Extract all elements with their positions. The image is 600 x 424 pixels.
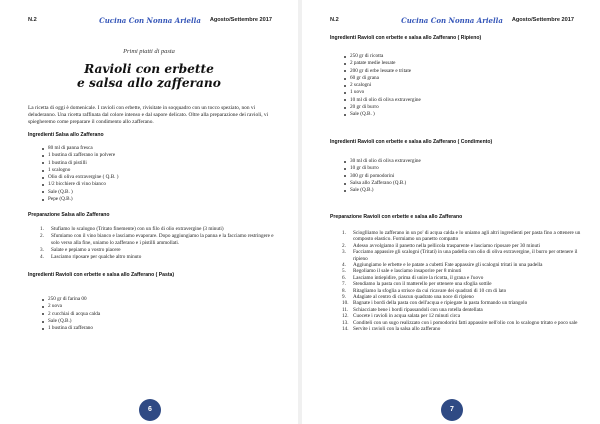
list-item: 2. Adesso avvolgiamo il panetto nella pellicola trasparente e lasciamo riposare per 30 minuti [342,242,540,249]
list-item: 20 gr di burro [344,104,582,111]
list-item: 13. Conditeli con un sugo realizzato con i pomodorini fatti appassire nell'olio con lo scalogno tritato e poco sale [342,319,578,326]
list-item: Sale (Q.B.) [344,187,582,194]
list-item: 5. Regoliamo il sale e lasciamo insaporire per 8 minuti [342,268,462,275]
list-item: 12. Cuocete i ravioli in acqua salata per 12 minuti circa [342,313,461,320]
filling-ingredients-list [344,53,582,119]
list-item: 30 ml di olio di oliva extravergine [344,158,582,165]
list-item: 1/2 bicchiere di vino bianco [42,181,280,188]
pasta-ingredients-list [42,296,280,332]
list-item: Salsa allo Zafferano (Q.B.) [344,180,582,187]
dressing-ingredients-heading: Ingredienti Ravioli con erbette e salsa allo Zafferano ( Condimento) [330,139,493,145]
list-item: 1. Scioglliamo lo zafferano in un po' di acqua calda e lo uniamo agli altri ingredienti per pasta fino a ottenere un composto elastico. Formiamo un panetto compatto [342,230,581,243]
list-item: 1 bustina di zafferano in polvere [42,152,280,159]
page-header [28,16,272,28]
issue-number: N.2 [28,17,37,23]
recipe-title-line-1: Ravioli con erbette [84,62,214,76]
list-item: 2 cucchiai di acqua calda [42,311,280,318]
issue-date: Agosto/Settembre 2017 [511,17,574,23]
list-item: 8. Ritagliamo la sfoglia a strisce da cui ricavare dei quadrati di 10 cm di lato [342,287,507,294]
sauce-preparation-steps [42,226,280,261]
list-item: 250 gr di ricotta [344,53,582,60]
dressing-ingredients-list [344,158,582,194]
recipe-title-line-2: e salsa allo zafferano [77,75,221,90]
list-item: 60 gr di grana [344,75,582,82]
intro-paragraph: La ricetta di oggi è domenicale. I ravioli con erbette, rivisitate in soqquadro con un tocco speziato, non vi deluderanno. Una ricetta raffinata dal colore intenso e dal sapore delicato. Oltre alla preparazione dei ravioli, vi spiegheremo come preparare il condimento allo zafferano. [28,105,269,125]
list-item: 1. Stufiamo lo scalogno (Tritato finemente) con un filo di olio extravergine (3 minuti) [40,226,224,232]
list-item: 11. Schiacciate bene i bordi ripassandoli con una rotella dentellata [342,306,483,313]
issue-number: N.2 [330,17,339,23]
list-item: 250 gr di farina 00 [42,296,280,303]
pasta-ingredients-heading: Ingredienti Ravioli con erbette e salsa allo Zafferano ( Pasta) [28,272,175,278]
list-item: 6. Lasciamo intiepidire, prima di unire la ricotta, il grana e l'uovo [342,274,484,281]
list-item: 2 uova [42,303,280,310]
list-item: 1 bustina di zafferano [42,325,280,332]
list-item: Pepe (Q.B.) [42,196,280,203]
page-header [330,16,574,28]
list-item: 200 gr di erbe lessate e tritate [344,68,582,75]
list-item: 14. Servite i ravioli con la salsa allo zafferano [342,326,441,333]
list-item: 2. Sfumiamo con il vino bianco e lasciamo evaporare. Dopo aggiungiamo la panna e la facciamo restringere e solo verso alla fine, uniamo lo zafferano e i pistilli ammollati. [40,232,274,246]
ravioli-preparation-heading: Preparazione Ravioli con erbette e salsa allo Zafferano [330,214,463,220]
page-number-badge: 7 [441,399,463,421]
list-item: 9. Adagiate al centro di ciascun quadrato una noce di ripieno [342,294,474,301]
page-left [0,0,298,424]
page-number-badge: 6 [139,399,161,421]
list-item: 7. Stendiamo la pasta con il matterello per ottenere una sfoglia sottile [342,281,492,288]
section-kicker: Primi piatti di pasta [123,48,175,55]
recipe-title [0,63,298,90]
list-item: Sale (Q.B.) [42,318,280,325]
page-right [302,0,600,424]
issue-date: Agosto/Settembre 2017 [209,17,272,23]
sauce-preparation-heading: Preparazione Salsa allo Zafferano [28,212,110,218]
list-item: 10 gr di burro [344,165,582,172]
list-item: Sale (Q.B. ) [42,189,280,196]
ravioli-preparation-steps [344,230,582,333]
magazine-brand: Cucina Con Nonna Ariella [99,16,201,25]
list-item: 3. Facciamo appassire gli scalogni (Tritati) in una padella con olio di oliva extravergine, il burro per ottenere il ripieno [342,249,578,262]
list-item: 10. Bagnate i bordi della pasta con dell'acqua e ripiegate la pasta formando un triangolo [342,300,528,307]
list-item: 10 ml di olio di oliva extravergine [344,97,582,104]
list-item: 1 uovo [344,89,582,96]
list-item: 4. Aggiungiamo le erbette e le patate a cubetti Fate appassire gli scalogni tritati in una padella [342,262,543,269]
list-item: 80 ml di panna fresca [42,145,280,152]
list-item: 4. Lasciamo riposare per qualche altro minuto [40,253,142,260]
list-item: 300 gr di pomodorini [344,173,582,180]
list-item: 1 scalogno [42,167,280,174]
list-item: 2 scalogni [344,82,582,89]
filling-ingredients-heading: Ingredienti Ravioli con erbette e salsa allo Zafferano ( Ripieno) [330,35,482,41]
sauce-ingredients-heading: Ingredienti Salsa allo Zafferano [28,132,104,138]
magazine-brand: Cucina Con Nonna Ariella [401,16,503,25]
list-item: Sale (Q.B. ) [344,111,582,118]
list-item: Olio di oliva extravergine ( Q.B. ) [42,174,280,181]
sauce-ingredients-list [42,145,280,203]
list-item: 1 bustina di pistilli [42,160,280,167]
list-item: 2 patate medie lessate [344,60,582,67]
list-item: 3. Salate e pepiamo a vostro piacere [40,246,121,253]
